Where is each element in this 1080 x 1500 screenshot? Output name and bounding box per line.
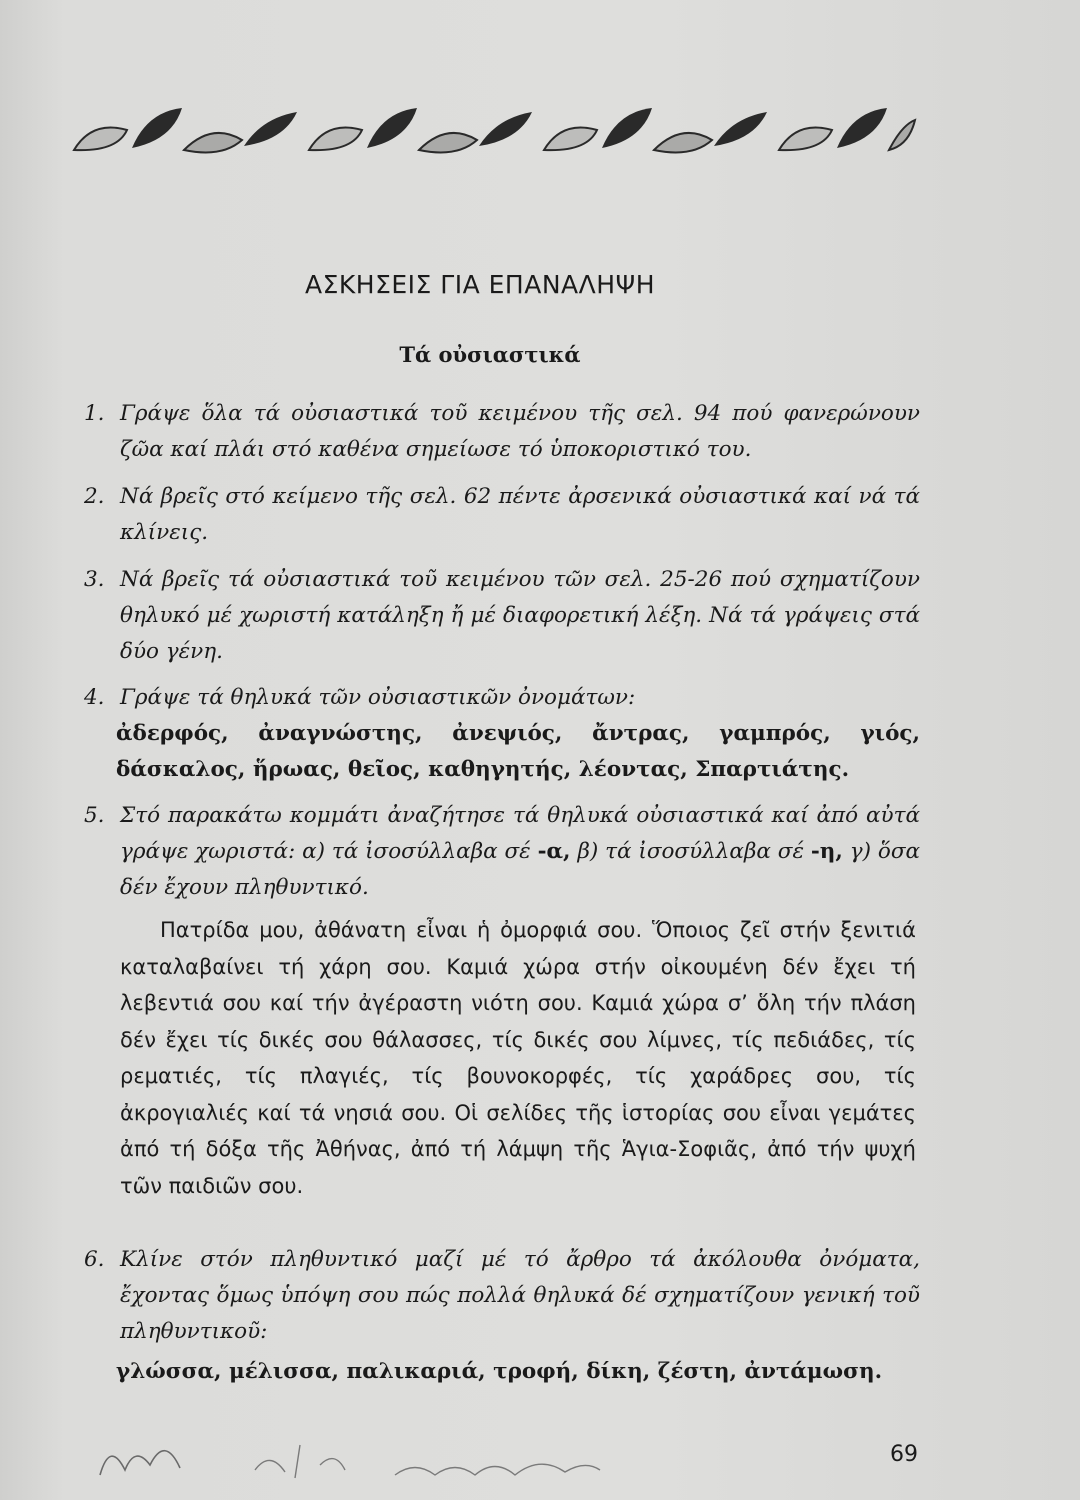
exercise-6 bbox=[84, 1242, 920, 1390]
exercise-2 bbox=[84, 479, 920, 551]
word-list: γλώσσα, μέλισσα, παλικαριά, τροφή, δίκη, ζέστη, ἀντάμωση. bbox=[116, 1359, 883, 1384]
exercise-text-a: Στό παρακάτω κομμάτι ἀναζήτησε τά θηλυκά οὐσιαστικά καί ἀπό αὐτά γράψε χωριστά: α) τά ἰσοσύλλαβα σέ bbox=[120, 803, 920, 864]
page-number: 69 bbox=[890, 1442, 918, 1467]
exercise-number: 5. bbox=[84, 803, 105, 828]
section-title: ΑΣΚΗΣΕΙΣ ΓΙΑ ΕΠΑΝΑΛΗΨΗ bbox=[304, 270, 656, 299]
exercise-number: 2. bbox=[84, 484, 105, 509]
reading-passage: Πατρίδα μου, ἀθάνατη εἶναι ἡ ὀμορφιά σου. Ὅποιος ζεῖ στήν ξενιτιά καταλαβαίνει τή χάρη σου. Καμιά χώρα στήν οἰκουμένη δέν ἔχει τή λεβεντιά σου καί τήν ἀγέραστη νιότη σου. Καμιά χώρα σ’ ὅλη τήν πλάση δέν ἔχει τίς δικές σου θάλασσες, τίς δικές σου λίμνες, τίς πεδιάδες, τίς ρεματιές, τίς πλαγιές, τίς βουνοκορφές, τίς χαράδρες σου, τίς ἀκρογιαλιές καί τά νησιά σου. Οἱ σελίδες τῆς ἱστορίας σου εἶναι γεμάτες ἀπό τή δόξα τῆς Ἀθήνας, ἀπό τή λάμψη τῆς Ἁγια-Σοφιᾶς, ἀπό τήν ψυχή τῶν παιδιῶν σου. bbox=[120, 918, 916, 1198]
pencil-scribble bbox=[95, 1420, 615, 1490]
exercise-number: 1. bbox=[84, 401, 105, 426]
exercise-text-c: γ) ὅσα δέν ἔχουν πληθυντικό. bbox=[120, 839, 921, 900]
exercise-body bbox=[120, 798, 920, 906]
exercise-text: Γράψε τά θηλυκά τῶν οὐσιαστικῶν ὀνομάτων: bbox=[120, 685, 636, 710]
exercise-5 bbox=[84, 798, 920, 906]
exercise-number: 4. bbox=[84, 685, 105, 710]
exercise-text: Νά βρεῖς στό κείμενο τῆς σελ. 62 πέντε ἀρσενικά οὐσιαστικά καί νά τά κλίνεις. bbox=[120, 484, 920, 545]
exercise-text: Γράψε ὅλα τά οὐσιαστικά τοῦ κειμένου τῆς σελ. 94 πού φανερώνουν ζῶα καί πλάι στό καθένα σημείωσε τό ὑποκοριστικό του. bbox=[120, 401, 920, 462]
exercise-1 bbox=[84, 396, 920, 468]
subsection-title: Τά οὐσιαστικά bbox=[399, 342, 581, 367]
leaf-border-ornament bbox=[72, 100, 917, 160]
word-list: ἀδερφός, ἀναγνώστης, ἀνεψιός, ἄντρας, γαμπρός, γιός, δάσκαλος, ἥρωας, θεῖος, καθηγητής, λέοντας, Σπαρτιάτης. bbox=[116, 721, 920, 782]
exercise-text: Κλίνε στόν πληθυντικό μαζί μέ τό ἄρθρο τά ἀκόλουθα ὀνόματα, ἔχοντας ὅμως ὑπόψη σου πώς πολλά θηλυκά δέ σχηματίζουν γενική τοῦ πληθυντικοῦ: bbox=[120, 1247, 920, 1344]
exercise-text-b: β) τά ἰσοσύλλαβα σέ bbox=[577, 839, 804, 864]
exercise-text: Νά βρεῖς τά οὐσιαστικά τοῦ κειμένου τῶν σελ. 25-26 πού σχηματίζουν θηλυκό μέ χωριστή κατάληξη ἤ μέ διαφορετική λέξη. Νά τά γράψεις στά δύο γένη. bbox=[120, 567, 920, 664]
exercise-4 bbox=[84, 680, 920, 788]
suffix-a: -α, bbox=[537, 839, 571, 864]
suffix-eta: -η, bbox=[810, 839, 843, 864]
exercise-number: 3. bbox=[84, 567, 105, 592]
leaf-motif-group bbox=[74, 108, 915, 152]
exercise-body bbox=[116, 1242, 920, 1390]
exercise-body bbox=[116, 680, 920, 788]
exercise-number: 6. bbox=[84, 1247, 105, 1272]
exercise-3 bbox=[84, 562, 920, 670]
